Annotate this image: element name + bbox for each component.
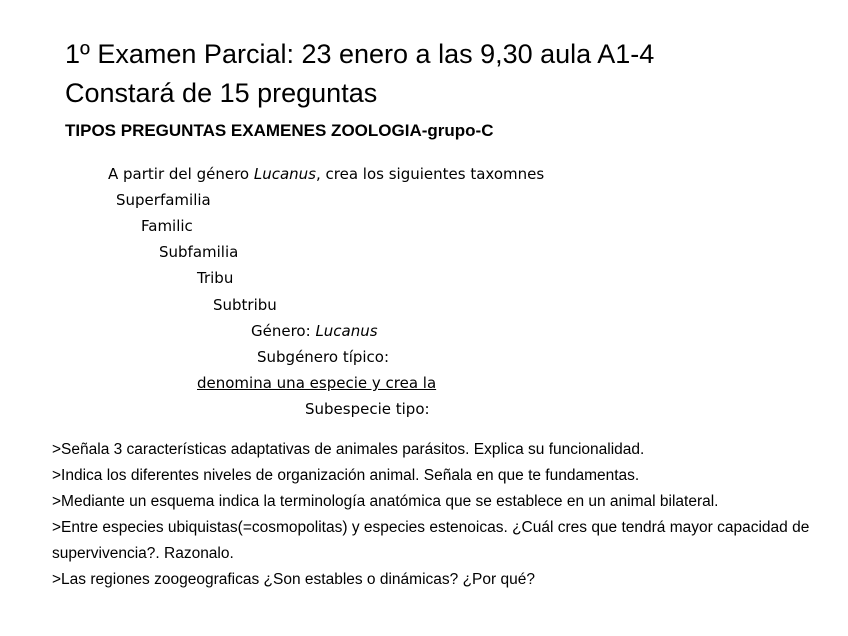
- taxon-subspecies: Subespecie tipo:: [305, 400, 430, 418]
- taxon-genus-label: Género:: [251, 322, 316, 340]
- taxon-species-prompt: denomina una especie y crea la: [197, 374, 437, 392]
- question-list: [52, 437, 822, 593]
- taxonomy-intro-prefix: A partir del género: [108, 165, 254, 183]
- taxon-family: Familic: [141, 217, 193, 235]
- question-count-title: Constará de 15 preguntas: [65, 78, 378, 108]
- taxon-tribe: Tribu: [197, 269, 234, 287]
- taxon-genus: [251, 322, 378, 340]
- exam-date-title: 1º Examen Parcial: 23 enero a las 9,30 aula A1-4: [65, 39, 655, 69]
- taxon-superfamily: Superfamilia: [116, 191, 211, 209]
- taxonomy-intro-suffix: , crea los siguientes taxomnes: [316, 165, 545, 183]
- question-item: >Entre especies ubiquistas(=cosmopolitas) y especies estenoicas. ¿Cuál cres que tendrá mayor capacidad de supervivencia?. Razonalo.: [52, 519, 810, 562]
- taxonomy-intro: [108, 165, 544, 183]
- taxon-subgenus: Subgénero típico:: [257, 348, 390, 366]
- question-item: >Las regiones zoogeograficas ¿Son estables o dinámicas? ¿Por qué?: [52, 571, 535, 588]
- question-item: >Mediante un esquema indica la terminología anatómica que se establece en un animal bilateral.: [52, 493, 719, 510]
- taxon-subfamily: Subfamilia: [159, 243, 239, 261]
- taxon-subtribe: Subtribu: [213, 296, 277, 314]
- question-item: >Señala 3 características adaptativas de animales parásitos. Explica su funcionalidad.: [52, 441, 645, 458]
- question-types-heading: TIPOS PREGUNTAS EXAMENES ZOOLOGIA-grupo-C: [65, 121, 494, 140]
- question-item: >Indica los diferentes niveles de organización animal. Señala en que te fundamentas.: [52, 467, 640, 484]
- taxon-genus-name: Lucanus: [315, 322, 378, 340]
- taxonomy-intro-genus: Lucanus: [253, 165, 316, 183]
